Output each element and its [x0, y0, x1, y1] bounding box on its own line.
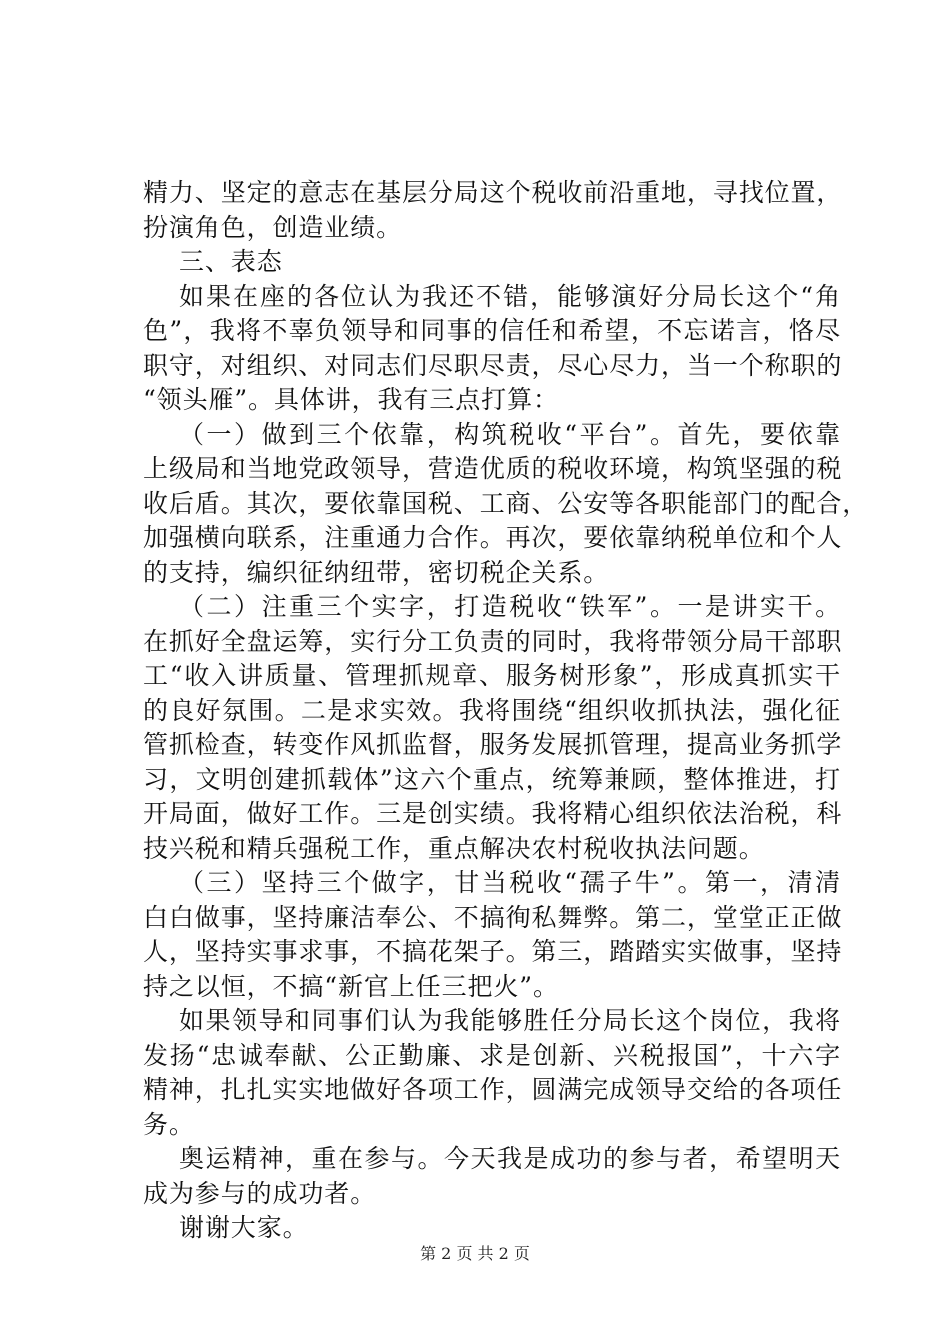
text-line: 务。 [143, 1109, 195, 1139]
text-line: （二）注重三个实字，打造税收“铁军”。一是讲实干。 [179, 592, 841, 621]
text-line: 的支持，编织征纳纽带，密切税企关系。 [143, 557, 610, 587]
text-line: 上级局和当地党政领导，营造优质的税收环境，构筑坚强的税 [143, 454, 843, 483]
document-body [143, 176, 869, 1246]
section-heading: 三、表态 [179, 247, 283, 276]
text-line: 扮演角色，创造业绩。 [143, 212, 403, 242]
text-line: 成为参与的成功者。 [143, 1178, 377, 1208]
text-line: （一）做到三个依靠，构筑税收“平台”。首先，要依靠 [179, 419, 841, 449]
text-line: 精力、坚定的意志在基层分局这个税收前沿重地，寻找位置， [143, 178, 843, 207]
text-line: 开局面，做好工作。三是创实绩。我将精心组织依法治税，科 [143, 799, 843, 828]
text-line: 奥运精神，重在参与。今天我是成功的参与者，希望明天 [179, 1144, 841, 1173]
text-line: 精神，扎扎实实地做好各项工作，圆满完成领导交给的各项任 [143, 1075, 843, 1104]
text-line: 工“收入讲质量、管理抓规章、服务树形象”，形成真抓实干 [143, 661, 841, 690]
text-line: （三）坚持三个做字，甘当税收“孺子牛”。第一，清清 [179, 868, 841, 897]
text-line: 加强横向联系，注重通力合作。再次，要依靠纳税单位和个人 [143, 523, 843, 552]
text-line: 技兴税和精兵强税工作，重点解决农村税收执法问题。 [143, 833, 765, 863]
text-line: 收后盾。其次，要依靠国税、工商、公安等各职能部门的配合， [143, 488, 869, 518]
text-line: 职守，对组织、对同志们尽职尽责，尽心尽力，当一个称职的 [143, 350, 843, 380]
text-line: 发扬“忠诚奉献、公正勤廉、求是创新、兴税报国”，十六字 [143, 1040, 841, 1070]
text-line: 持之以恒，不搞“新官上任三把火”。 [143, 971, 559, 1001]
page-number-footer: 第 2 页 共 2 页 [420, 1244, 530, 1263]
text-line: 的良好氛围。二是求实效。我将围绕“组织收抓执法，强化征 [143, 695, 841, 725]
text-line: 如果在座的各位认为我还不错，能够演好分局长这个“角 [179, 281, 841, 311]
text-line: 白白做事，坚持廉洁奉公、不搞徇私舞弊。第二，堂堂正正做 [143, 902, 843, 932]
text-line: 谢谢大家。 [179, 1213, 309, 1242]
text-line: 色”，我将不辜负领导和同事的信任和希望，不忘诺言，恪尽 [143, 316, 841, 345]
text-line: 如果领导和同事们认为我能够胜任分局长这个岗位，我将 [179, 1006, 841, 1035]
text-line: 在抓好全盘运筹，实行分工负责的同时，我将带领分局干部职 [143, 626, 843, 656]
text-line: 人，坚持实事求事，不搞花架子。第三，踏踏实实做事，坚持 [143, 937, 843, 966]
text-line: “领头雁”。具体讲，我有三点打算： [143, 385, 559, 414]
text-line: 习，文明创建抓载体”这六个重点，统筹兼顾，整体推进，打 [143, 764, 841, 794]
text-line: 管抓检查，转变作风抓监督，服务发展抓管理，提高业务抓学 [143, 730, 843, 759]
